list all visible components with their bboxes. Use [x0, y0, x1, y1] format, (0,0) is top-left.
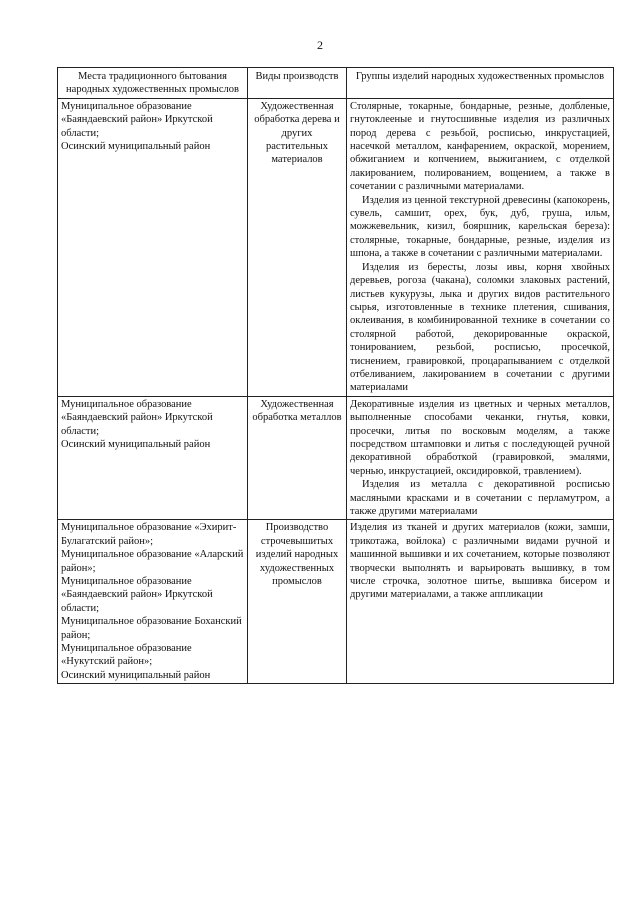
- place-item: Осинский муниципальный район: [61, 141, 211, 153]
- place-item: Осинский муниципальный район: [61, 669, 211, 681]
- product-group-paragraph: Декоративные изделия из цветных и черных металлов, выполненные способами чеканки, гнутья, ковки, просечки, литья по восковым моделям, а также посредством штамповки и литья с последующей ручной декоративной обработкой (гравировкой, эмалями, чернью, инкрустацией, оксидировкой, травлением).: [350, 398, 610, 477]
- places-cell: [58, 520, 248, 684]
- product-group-paragraph: Изделия из металла с декоративной росписью масляными красками и в сочетании с перламутром, а также другими материалами: [350, 479, 610, 517]
- page-number: 2: [317, 38, 323, 52]
- product-groups-cell: [347, 520, 614, 684]
- product-groups-cell: [347, 396, 614, 520]
- table-row: [58, 98, 614, 396]
- place-item: Муниципальное образование Боханский район;: [61, 616, 242, 641]
- product-group-paragraph: Изделия из бересты, лозы ивы, корня хвойных деревьев, рогоза (чакана), соломки злаковых растений, листьев кукурузы, лыка и других видов растительного сырья, изготовленные в технике плетения, сшивания, оклеивания, в комбинированной технике в сочетании со столярной работой, декорированные окраской, тонированием, резьбой, росписью, просечкой, тиснением, гравировкой, процарапыванием с отделкой отбеливанием, лакированием в сочетании с другими материалами: [350, 261, 610, 394]
- product-group-paragraph: Столярные, токарные, бондарные, резные, долбленые, гнутоклееные и гнутосшивные изделия из различных пород дерева с резьбой, росписью, инкрустацией, насечкой металлом, канфарением, окраской, морением, обжиганием и копчением, выжиганием, с отделкой лакированием, полированием, вощением, а также в сочетании с различными материалами.: [350, 100, 610, 193]
- place-item: Муниципальное образование «Аларский район»;: [61, 549, 244, 574]
- header-types: Виды производств: [248, 68, 347, 99]
- production-type-cell: Производство строчевышитых изделий народных художественных промыслов: [248, 520, 347, 684]
- place-item: Муниципальное образование «Баяндаевский район» Иркутской области;: [61, 398, 213, 437]
- place-item: Муниципальное образование «Эхирит-Булагатский район»;: [61, 522, 237, 547]
- place-item: Муниципальное образование «Баяндаевский район» Иркутской области;: [61, 576, 213, 614]
- places-cell: [58, 98, 248, 396]
- product-group-paragraph: Изделия из тканей и других материалов (кожи, замши, трикотажа, войлока) с различными видами ручной и машинной вышивки и их сочетанием, которые позволяют творчески выполнять и варьировать вышивку, в том числе строчка, золотное шитье, вышивка бисером и другими материалами, а также аппликации: [350, 522, 610, 601]
- production-type-cell: Художественная обработка металлов: [248, 396, 347, 520]
- place-item: Осинский муниципальный район: [61, 438, 211, 450]
- product-groups-cell: [347, 98, 614, 396]
- place-item: Муниципальное образование «Нукутский район»;: [61, 643, 192, 668]
- crafts-table: [57, 67, 614, 684]
- table-row: [58, 520, 614, 684]
- place-item: Муниципальное образование «Баяндаевский район» Иркутской области;: [61, 100, 213, 139]
- production-type-cell: Художественная обработка дерева и других растительных материалов: [248, 98, 347, 396]
- table-row: [58, 396, 614, 520]
- places-cell: [58, 396, 248, 520]
- header-groups: Группы изделий народных художественных промыслов: [347, 68, 614, 99]
- product-group-paragraph: Изделия из ценной текстурной древесины (капокорень, сувель, самшит, орех, бук, дуб, груша, ильм, можжевельник, кизил, бояршник, карельская береза): столярные, токарные, бондарные, резные, изделия из шпона, а также в сочетании с различными материалами.: [350, 194, 610, 260]
- header-places: Места традиционного бытования народных художественных промыслов: [58, 68, 248, 99]
- table-header-row: [58, 68, 614, 99]
